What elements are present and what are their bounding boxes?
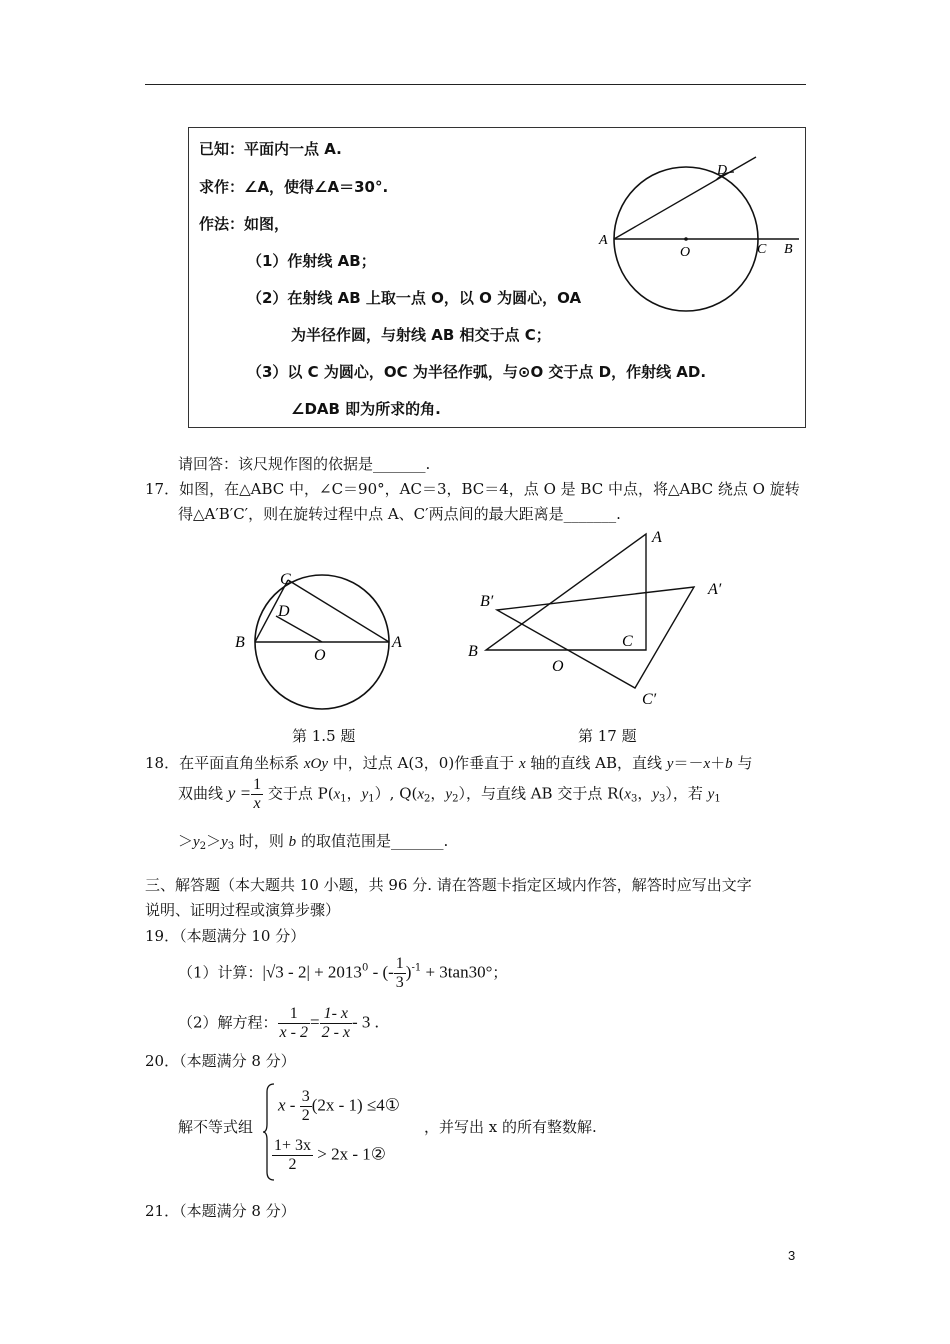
q17-line1: 17．如图，在△ABC 中，∠C＝90°，AC＝3，BC＝4，点 O 是 BC 中点，将△ABC 绕点 O 旋转 xyxy=(145,480,800,498)
figure-15 xyxy=(228,566,413,716)
q20-label: 解不等式组 xyxy=(178,1118,254,1136)
figure-17 xyxy=(460,522,740,712)
fraction-numerator: 1+ 3x xyxy=(274,1137,312,1154)
box-step2: （2）在射线 AB 上取一点 O，以 O 为圆心，OA xyxy=(247,289,582,307)
q20-inequality2 xyxy=(272,1137,386,1174)
q19-title: 19．（本题满分 10 分） xyxy=(145,927,306,945)
fig15-ca xyxy=(288,580,389,642)
fraction-numerator: 1- x xyxy=(320,1005,352,1024)
label-d: D xyxy=(717,163,728,178)
fraction-numerator: 1 xyxy=(253,776,262,793)
fig17-triangle-apbpcp xyxy=(497,587,694,688)
q18-eq: y = xyxy=(227,783,252,803)
fig17-label-o: O xyxy=(552,658,564,675)
q18-text: 时，则 xyxy=(234,832,289,850)
q21-title: 21．（本题满分 8 分） xyxy=(145,1202,296,1220)
label-o: O xyxy=(680,245,691,260)
q19-eq: = xyxy=(309,1012,320,1032)
q18-text: 中，过点 A(3，0)作垂直于 xyxy=(328,754,519,772)
construction-figure xyxy=(594,148,799,323)
q18-text: 与 xyxy=(732,754,753,772)
q19-expr: - (- xyxy=(368,962,394,982)
fraction-denominator: 2 - x xyxy=(321,1024,351,1041)
q18-text: 交于点 P( xyxy=(263,784,334,803)
page-number: 3 xyxy=(788,1248,796,1263)
q19-exponent: -1 xyxy=(411,962,422,974)
q18-text: 18．在平面直角坐标系 xyxy=(145,754,304,772)
q18-text: ）, Q( xyxy=(374,784,418,803)
fraction-numerator: 1 xyxy=(395,955,404,972)
box-method: 作法：如图， xyxy=(199,215,290,233)
q18-x: x xyxy=(518,756,526,772)
q19-part1-label: （1）计算： xyxy=(178,963,263,982)
q18-text: ），若 xyxy=(665,784,708,803)
q18-xoy: xOy xyxy=(303,756,329,772)
fig15-caption: 第 1.5 题 xyxy=(292,727,356,745)
fraction-numerator: 1 xyxy=(278,1005,310,1024)
q20-expr: x - xyxy=(278,1095,300,1115)
fig17-label-cp: C′ xyxy=(642,691,657,708)
fig17-label-bp: B′ xyxy=(480,593,494,610)
point-o xyxy=(684,237,688,241)
q18-fraction xyxy=(251,776,263,813)
label-c: C xyxy=(757,242,767,257)
q20-tail: ，并写出 x 的所有整数解. xyxy=(424,1118,597,1136)
q19-expr: + 3tan30° xyxy=(421,962,493,982)
q18-b: b xyxy=(725,756,733,772)
q18-text: ＞ xyxy=(206,832,222,850)
fig15-label-c: C xyxy=(280,571,291,588)
fig15-label-a: A xyxy=(392,634,402,651)
q18-text: 轴的直线 AB，直线 xyxy=(525,754,667,772)
q17-line2: 得△A′B′C′，则在旋转过程中点 A、C′两点间的最大距离是_______. xyxy=(178,505,621,523)
fraction-denominator: x - 2 xyxy=(279,1024,308,1041)
q18-line2: 双曲线 y = $\frac{1}{x}$ 交于点 $P(x_1$，$y_1$）, $Q(x_2$，$y_2$），与直线 AB 交于点 $R(x_3$，$y_3$），若 $y_1$ xyxy=(178,776,721,812)
label-b: B xyxy=(784,242,793,257)
q19-expr: |√3 - 2| + 2013 xyxy=(262,962,362,982)
q19-part1 xyxy=(178,955,507,992)
q18-y: y xyxy=(666,756,674,772)
construction-box xyxy=(188,127,806,428)
q18-line3: $>y_2>y_3$ 时，则 b 的取值范围是_______. xyxy=(178,832,449,852)
q19-fraction2 xyxy=(320,1005,352,1042)
q16-prompt: 请回答：该尺规作图的依据是_______. xyxy=(178,455,431,473)
fraction-denominator: 2 xyxy=(288,1156,297,1173)
q19-fraction1 xyxy=(278,1005,310,1042)
ray-ad xyxy=(614,157,756,239)
fig17-label-a: A xyxy=(652,529,662,546)
q18-line1 xyxy=(145,752,752,773)
section3-heading-cont: 说明、证明过程或演算步骤） xyxy=(145,901,341,919)
q19-fraction xyxy=(394,955,406,992)
fig15-label-d: D xyxy=(278,603,290,620)
box-conclusion: ∠DAB 即为所求的角. xyxy=(291,400,441,418)
q18-text: 的取值范围是_______. xyxy=(296,832,449,850)
label-a: A xyxy=(599,233,608,248)
q18-text: ），与直线 AB 交于点 R( xyxy=(458,784,625,803)
section3-heading: 三、解答题（本大题共 10 小题，共 96 分. 请在答题卡指定区域内作答，解答时应写出文字 xyxy=(145,876,752,894)
box-given: 已知：平面内一点 A. xyxy=(199,140,342,158)
box-step1: （1）作射线 AB； xyxy=(247,252,376,270)
q20-inequality1 xyxy=(278,1088,400,1125)
q18-b: b xyxy=(288,834,297,850)
q20-expr: (2x - 1) ≤4① xyxy=(311,1095,401,1115)
box-step2-cont: 为半径作圆，与射线 AB 相交于点 C； xyxy=(291,326,551,344)
fig15-label-b: B xyxy=(235,634,245,651)
q19-part2 xyxy=(178,1005,379,1042)
q20-fraction2 xyxy=(272,1137,313,1174)
q19-expr: ) xyxy=(405,962,412,982)
q18-text: ＝－ xyxy=(673,754,704,772)
q20-fraction1 xyxy=(300,1088,312,1125)
q18-text: ＞ xyxy=(178,832,194,850)
q19-text: ； xyxy=(492,963,508,982)
q18-x: x xyxy=(703,756,711,772)
q20-expr: > 2x - 1② xyxy=(313,1144,387,1164)
q20-title: 20．（本题满分 8 分） xyxy=(145,1052,296,1070)
q19-exponent: 0 xyxy=(361,962,369,974)
fraction-numerator: 3 xyxy=(301,1088,310,1105)
fig17-label-b: B xyxy=(468,643,478,660)
fig15-label-o: O xyxy=(314,647,326,664)
box-step3: （3）以 C 为圆心，OC 为半径作弧，与⊙O 交于点 D，作射线 AD. xyxy=(247,363,707,381)
fig17-caption: 第 17 题 xyxy=(578,727,637,745)
fig17-label-c: C xyxy=(622,633,633,650)
fraction-denominator: 3 xyxy=(395,974,404,991)
q18-text: ＋ xyxy=(710,754,726,772)
fig17-label-ap: A′ xyxy=(708,581,722,598)
header-rule xyxy=(145,84,806,85)
q18-text: 双曲线 xyxy=(178,784,228,803)
q19-expr: - 3 . xyxy=(352,1012,379,1032)
fraction-denominator: x xyxy=(253,795,261,812)
fraction-denominator: 2 xyxy=(301,1107,310,1124)
q19-part2-label: （2）解方程： xyxy=(178,1013,278,1032)
box-required: 求作：∠A，使得∠A＝30°. xyxy=(199,178,389,196)
